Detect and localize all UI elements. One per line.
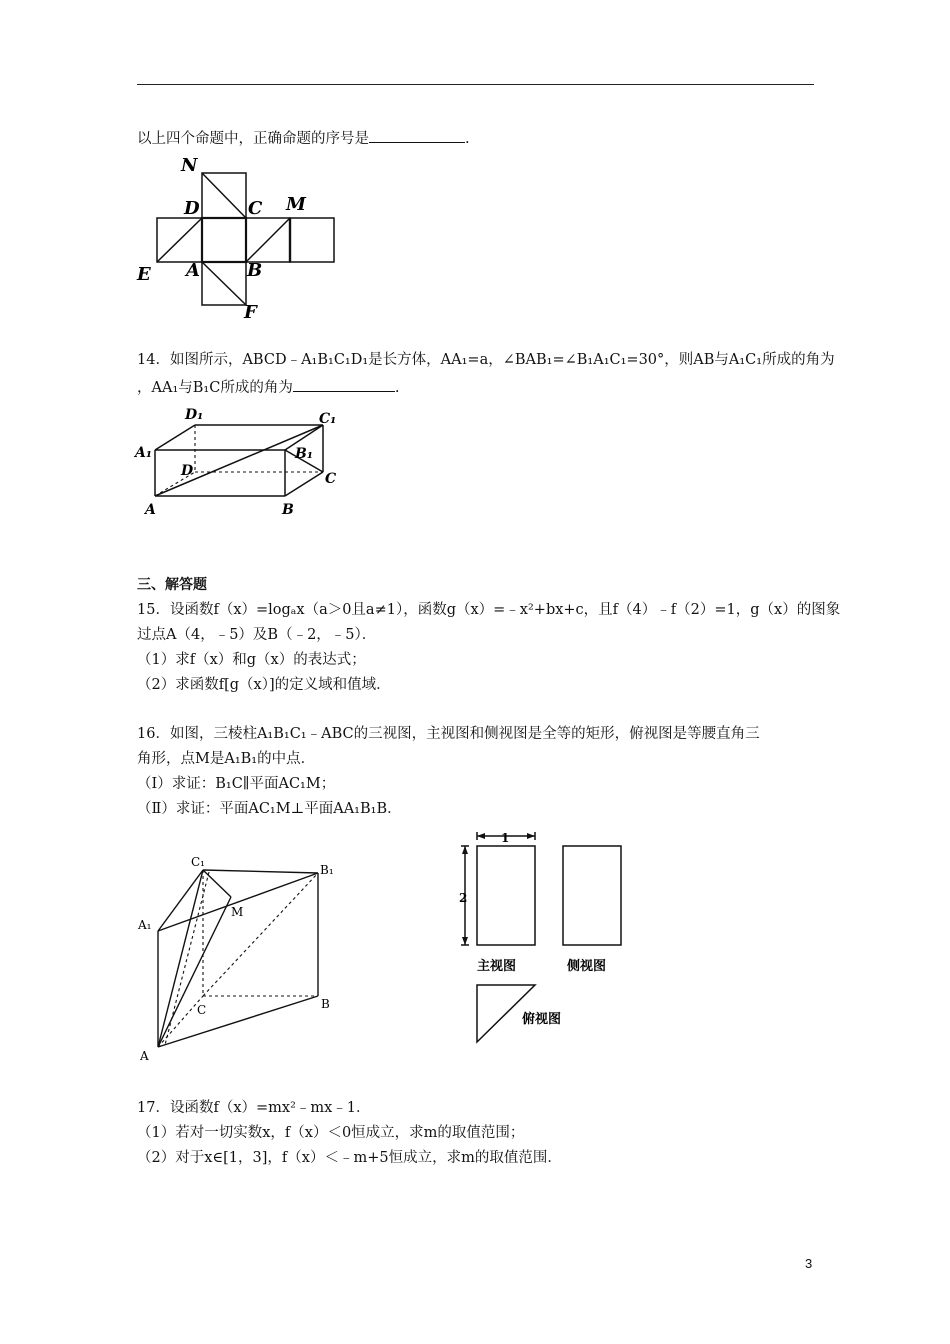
q14-line2: ，AA₁与B₁C所成的角为 . [137,377,399,398]
label-m: M [286,194,306,215]
answer-blank [293,377,395,392]
q17-line1: 17．设函数f（x）=mx²﹣mx﹣1． [137,1100,371,1116]
three-views-figure [455,828,635,1048]
label-a: A [140,1049,149,1063]
label-a: A [145,502,156,518]
height-label: 2 [459,891,468,905]
q15-part1: （1）求f（x）和g（x）的表达式； [137,652,366,668]
cuboid-figure [135,400,350,520]
cube-net-figure [135,150,350,325]
label-d1: D₁ [185,407,204,423]
label-e: E [137,264,151,285]
label-b: B [247,260,263,281]
header-rule [137,84,814,85]
q16-line1: 16．如图，三棱柱A₁B₁C₁﹣ABC的三视图，主视图和侧视图是全等的矩形，俯视图是等腰直角三 [137,726,760,742]
q16-part2: （Ⅱ）求证：平面AC₁M⊥平面AA₁B₁B． [137,801,402,817]
section-title: 三、解答题 [137,577,207,593]
page-number: 3 [805,1256,813,1271]
label-c: C [325,471,337,487]
q17-part2: （2）对于x∈[1，3]，f（x）＜﹣m+5恒成立，求m的取值范围． [137,1150,562,1166]
q15-part2: （2）求函数f[g（x）]的定义域和值域． [137,677,391,693]
q15-line2: 过点A（4，﹣5）及B（﹣2，﹣5）． [137,627,377,643]
label-b: B [321,997,330,1011]
label-c: C [248,198,263,219]
side-view-label: 侧视图 [567,959,607,974]
label-n: N [181,155,198,176]
label-c1: C₁ [191,855,205,869]
front-view-label: 主视图 [477,959,517,974]
label-m: M [231,905,244,919]
prism-figure [135,850,350,1065]
label-d: D [181,463,194,479]
label-a1: A₁ [135,445,152,461]
label-a: A [186,260,200,281]
width-label: 1 [501,831,510,845]
label-b: B [282,502,294,518]
q15-line1: 15．设函数f（x）=logₐx（a＞0且a≠1），函数g（x）=﹣x²+bx+c，且f（4）﹣f（2）=1，g（x）的图象 [137,602,841,618]
label-f: F [244,302,257,323]
q16-line2: 角形，点M是A₁B₁的中点． [137,751,316,767]
q16-part1: （Ⅰ）求证：B₁C∥平面AC₁M； [137,776,336,792]
label-b1: B₁ [295,446,313,462]
label-c1: C₁ [319,411,337,427]
label-d: D [184,198,200,219]
top-view-label: 俯视图 [522,1012,562,1027]
label-a1: A₁ [138,918,152,932]
q14-line1: 14．如图所示，ABCD﹣A₁B₁C₁D₁是长方体，AA₁=a，∠BAB₁=∠B₁A₁C₁=30°，则AB与A₁C₁所成的角为 [137,352,835,368]
q13-tail: 以上四个命题中，正确命题的序号是 . [137,128,470,149]
label-b1: B₁ [320,863,334,877]
q17-part1: （1）若对一切实数x，f（x）＜0恒成立，求m的取值范围； [137,1125,525,1141]
label-c: C [197,1003,207,1017]
answer-blank [369,128,465,143]
